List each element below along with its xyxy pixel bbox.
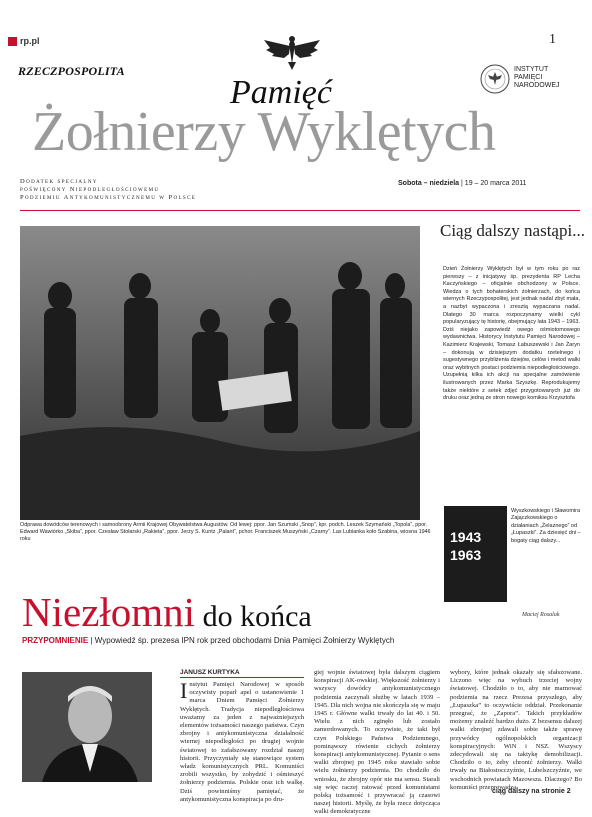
continued-link[interactable]: ciąg dalszy na stronie 2 — [492, 788, 571, 795]
rp-logo-label: rp.pl — [20, 36, 40, 46]
eagle-emblem-icon — [262, 34, 322, 70]
sidebar-book-text: Wyszkowskiego i Sławomira Zajączkowskiego o działaniach „Żelaznego” od „Łupaszki”. Za dziesięć dni – bogaty ciąg dalszy... — [511, 508, 581, 544]
title-line-2: Żołnierzy Wyklętych — [32, 101, 496, 163]
main-photo-soldiers — [20, 226, 420, 520]
ipn-name — [514, 66, 560, 90]
rzeczpospolita-logo: RZECZPOSPOLITA — [18, 64, 125, 78]
supplement-description — [20, 178, 196, 202]
ipn-line-2: PAMIĘCI — [514, 74, 543, 81]
sidebar-title: Ciąg dalszy nastąpi... — [440, 221, 585, 240]
sidebar-body: Dzień Żołnierzy Wyklętych był w tym roku po raz pierwszy – z inicjatywy śp. prezydenta RP Lecha Kaczyńskiego – oficjalnie obchodzony w Polsce. Wiedza o tych bohaterskich żołnierzach, do końca wiernych Rzeczypospolitej, jest jednak nadal zbyt mała, a nazbyt wypaczona i zresztą wypaczana nadal. Dlatego 30 marca rozpoczynamy wielki cykl popularyzujący tę historię, obejmujący lata 1943 – 1963. Dziś niejako zapowiedź owego ośmiotomowego wydawnictwa. Historycy Instytutu Pamięci Narodowej – Kazimierz Krajewski, Tomasz Łabuszewski i Jan Żaryn – dokonują w dzisiejszym dodatku rzetelnego i sugestywnego przybliżenia dziejów, celów i metod walki oraz wybitnych postaci podziemia niepodległościowego. Uzupełnią kilka ich akcji na specjalne zamówienie ilustrowanych przez Marka Szyszkę. Reprodukujemy także niektóre z setek zdjęć przygotowanych już do druku oraz jedną ze stron nowego komiksu Krzysztofa — [443, 266, 580, 402]
supplement-line-2: poświęcony Niepodległościowemu — [20, 186, 160, 193]
issue-date-days: Sobota – niedziela — [398, 180, 460, 187]
article-byline: JANUSZ KURTYKA — [180, 669, 304, 678]
author-portrait — [22, 672, 152, 782]
kicker-text: | Wypowiedź śp. prezesa IPN rok przed obchodami Dnia Pamięci Żołnierzy Wyklętych — [88, 636, 395, 645]
kicker-label: PRZYPOMNIENIE — [22, 636, 89, 645]
page-number: 1 — [549, 32, 556, 47]
title-line-1: Pamięć — [230, 74, 332, 111]
book-year-end: 1963 — [450, 547, 482, 563]
dropcap-letter: I — [180, 678, 188, 703]
photo-illustration — [20, 226, 420, 520]
headline-red: Niezłomni — [22, 589, 196, 635]
article-column-2: giej wojnie światowej była dalszym ciągiem konspiracji AK-owskiej. Większość żołnierzy i wszyscy dowódcy antykomunistycznego podziemia zaczynali służbę w latach 1939 – 1945. Dla nich wojna nie skończyła się w maju 1945 r. Główne walki trwały do lat 40. i 50. Wielu z nich zginęło lub zostało zamordowanych. To oczywiste, że taki był czyn Polskiego Państwa Podziemnego, pominąwszy rówienie cichych żołnierzy konspiracji antykomunistycznej. Pytanie o sens walki zbrojnej po 1945 roku stawiało sobie wielu żołnierzy podziemia. Do chodziło do wniosku, że zbrojny opór nie ma sensu. Starali się więc raczej ratować przed komunistami polską tożsamość i przywracać ją czasowi naszej historii. Myślę, że była rzecz dotycząca walki demokratyczne — [314, 669, 440, 816]
ipn-line-1: INSTYTUT — [514, 66, 549, 73]
article-column-3: wybory, które jednak okazały się sfałszowane. Liczono więc na wybuch trzeciej wojny światowej. Chodziło o to, aby nie marnować podziemia na rzecz Prezesa przyszłego, aby „Łupaszka” to oczywiście oddział. Przekonanie przegrać, że „Zapora”. Takich przykładów możemy znaleźć bardzo dużo. Z bezsensu dalszej walki zbrojnej zdawali sobie także sprawę przywódcy ogólnopolskich organizacji konspiracyjnych: WiN i NSZ. Wszyscy zdecydowali się na taktykę demobilizacji. Chodziło o to, żeby chronić żołnierzy. Walki trwały na Białostocczyźnie, Lubelszczyźnie, we wschodnich powiatach Mazowsza. Dlaczego? Bo komuniści przeprowadza- — [450, 669, 582, 791]
supplement-line-1: Dodatek specjalny — [20, 178, 98, 185]
headline-black: do końca — [195, 600, 312, 633]
column-1-text: nstytut Pamięci Narodowej w sposób oczywisty poparł apel o ustanowienie 1 marca Dniem Pamięci Żołnierzy Wyklętych. Tradycja niepodległościowa uważamy za jeden z najważniejszych elementów tożsamości naszego państwa. Czyn zbrojny i antykomunistyczna działalność wiernej niepodległości po drugiej wojnie światowej to zafałszowany rozdział naszej historii. Przyczyniały się stanowiące system władz komunistycznych PRL. Komuniści zrobili wszystko, by zohydzić i ośmieszyć żołnierzy podziemia. Polskie oraz ich walkę. Dziś powinniśmy pamiętać, że antykomunistyczna konspiracja po dru- — [180, 681, 304, 803]
ipn-seal-icon — [480, 64, 510, 94]
rp-pl-logo[interactable] — [8, 36, 40, 46]
article-headline — [22, 588, 312, 636]
rp-logo-square-icon — [8, 37, 17, 46]
supplement-line-3: Podziemiu Antykomunistycznemu w Polsce — [20, 194, 197, 201]
photo-caption: Odprawa dowódców terenowych i samoobrony Armii Krajowej Obywatelstwa Augustów. Od lewej: ppor. Jan Szumski „Snop”, kpr. podch. Leszek Szymański „Topola”, ppor. Edward Wawiórko „Skiba”, ppor. Czesław Stołarski „Rakieta”, ppor. Jerzy S. Kuntz „Palant”, pchor. Franciszek Muszyński „Czarny”. Las Lubianka koło Szabina, wiosna 1946 roku — [20, 522, 431, 542]
sidebar-author: Maciej Rosalak — [522, 612, 560, 618]
article-column-1 — [180, 678, 304, 804]
issue-date — [398, 180, 527, 187]
header-divider — [20, 210, 580, 211]
book-year-start: 1943 — [450, 529, 482, 545]
book-cover-image — [444, 506, 507, 602]
article-kicker — [22, 636, 394, 645]
portrait-illustration — [22, 672, 152, 782]
issue-date-range: | 19 – 20 marca 2011 — [461, 180, 527, 187]
ipn-line-3: NARODOWEJ — [514, 82, 560, 89]
